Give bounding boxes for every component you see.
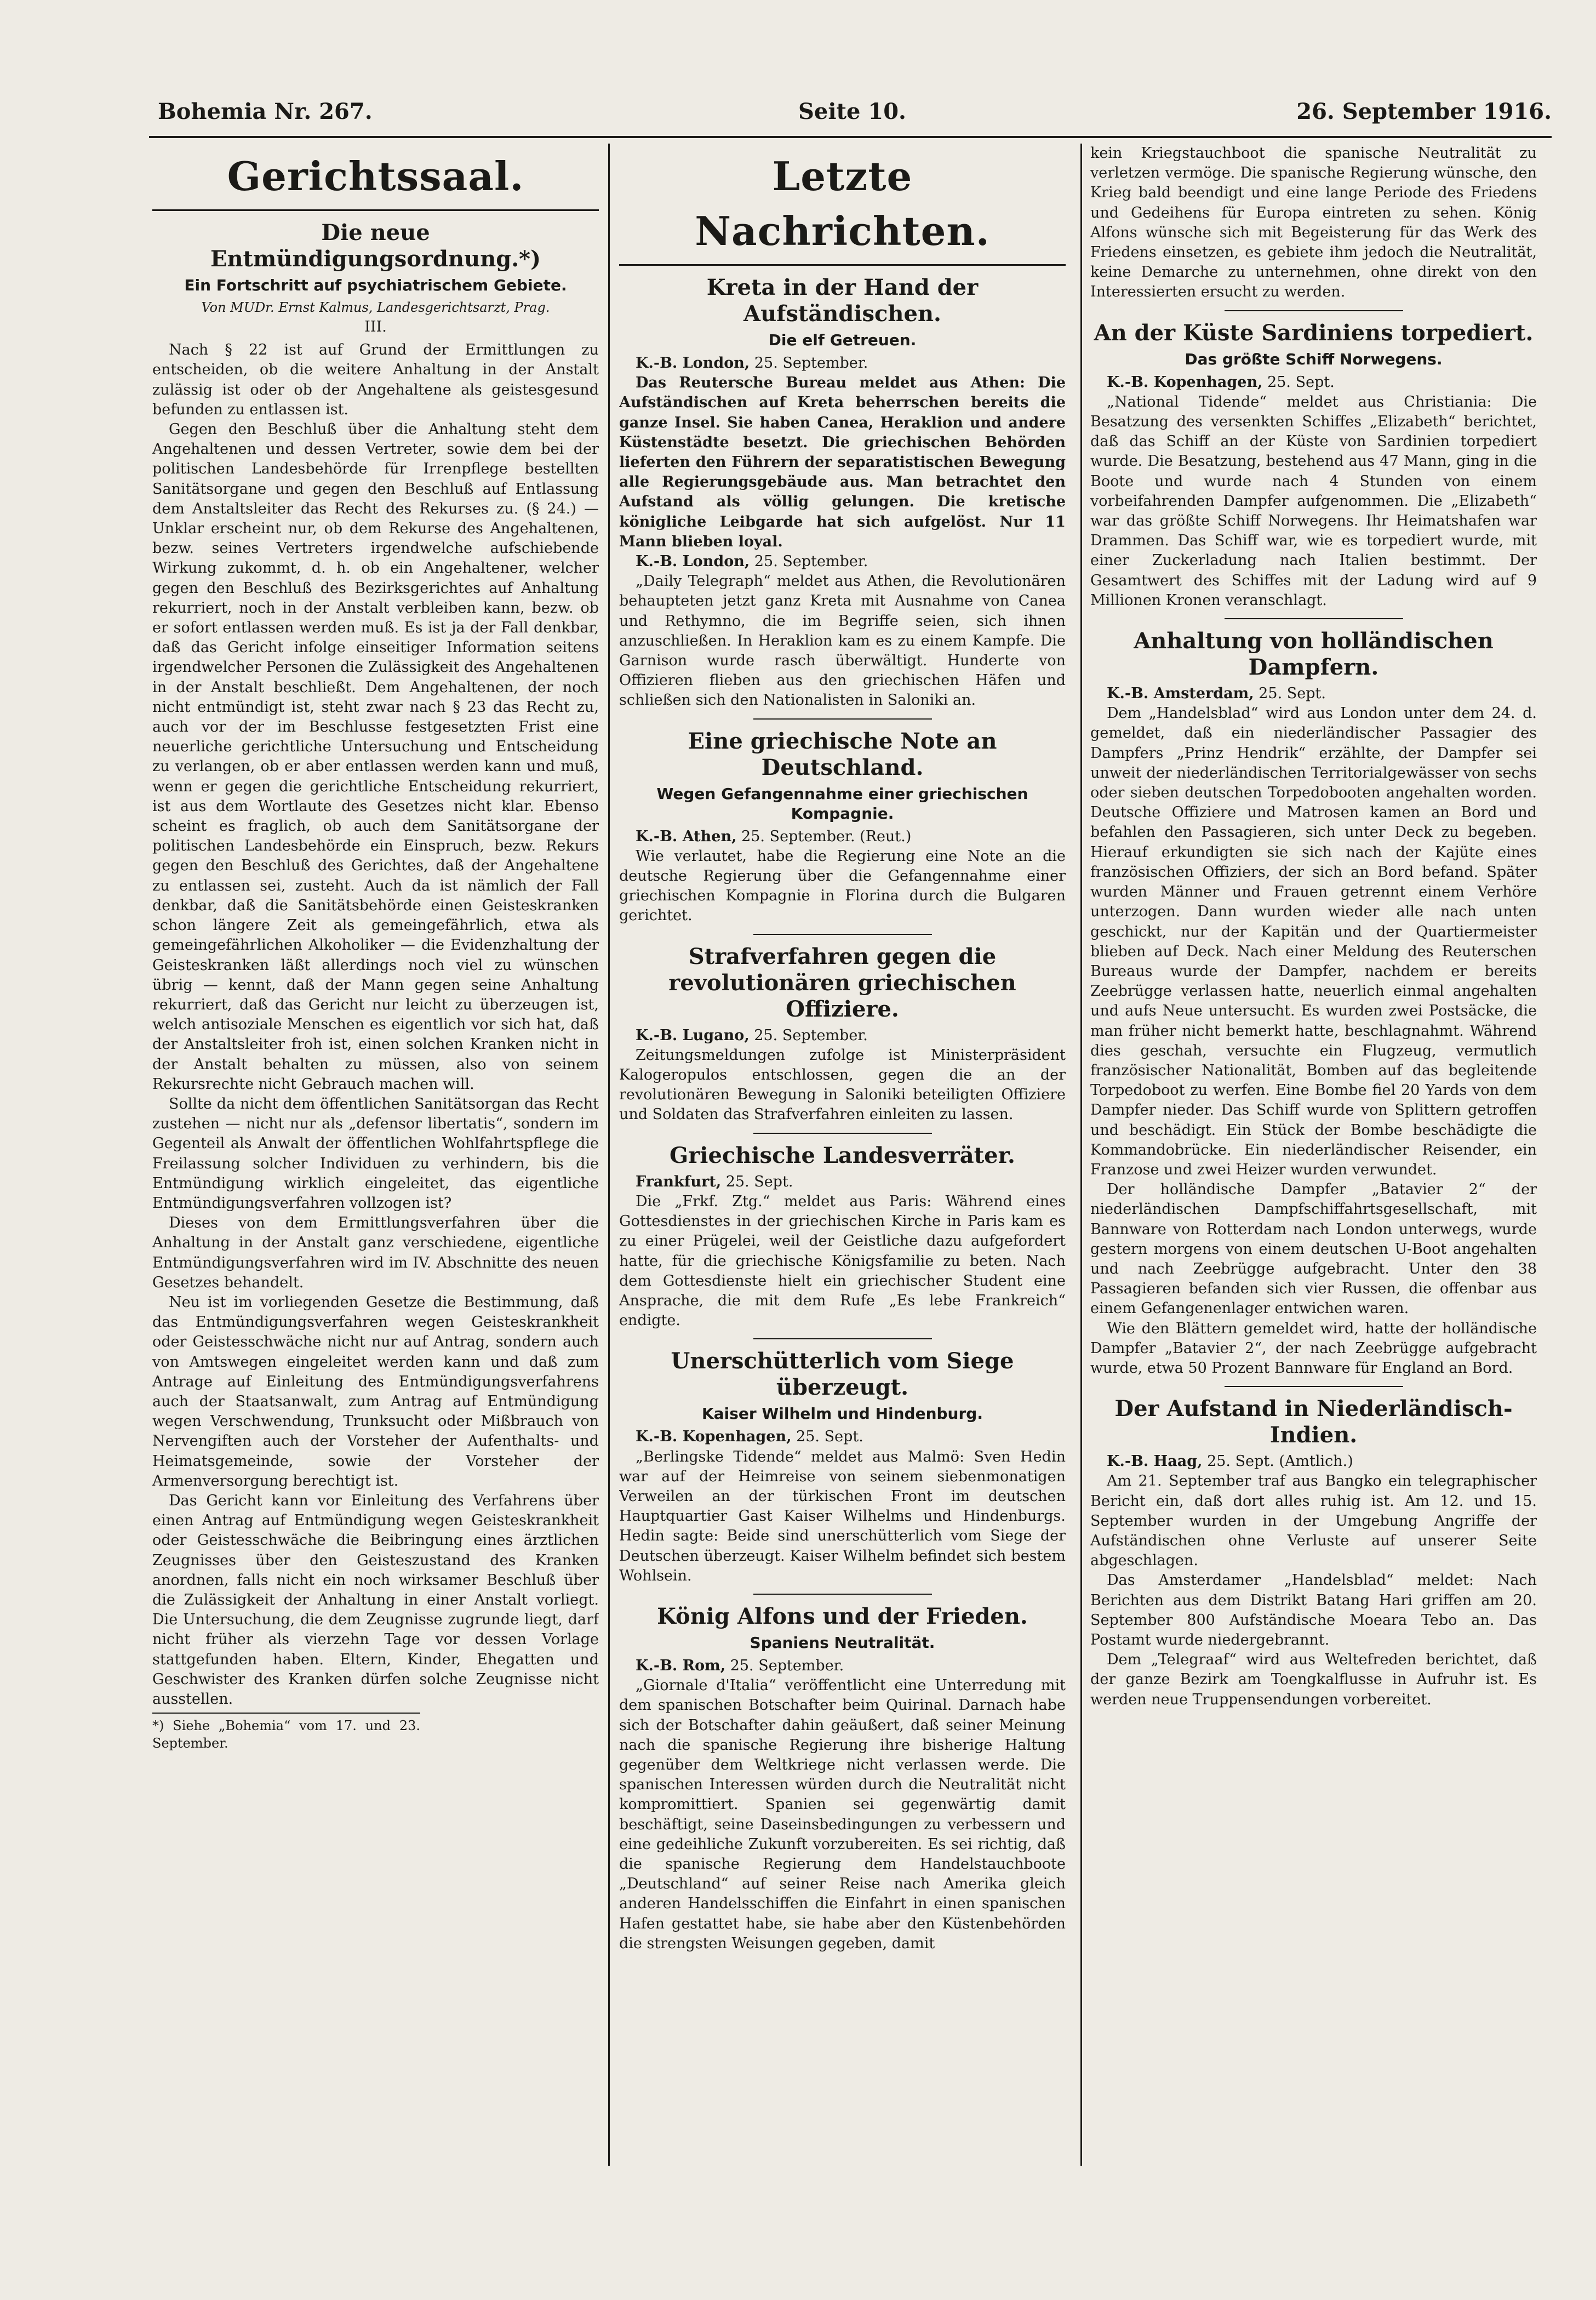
paragraph: Gegen den Beschluß über die Anhaltung steht dem Angehaltenen und dessen Vertreter, sowie dem bei der politischen Landesbehörde für Irrenpflege bestellten Sanitätsorgane und gegen den Beschluß auf Entlassung dem Anstaltsleiter das Recht des Rekurses zu. (§ 24.) — Unklar erscheint nur, ob dem Rekurse des Angehaltenen, bezw. seines Vertreters irgendwelche aufschiebende Wirkung zukommt, d. h. ob ein Angehaltener, welcher gegen den Beschluß des Bezirksgerichtes auf Anhaltung rekurriert, noch in der Anstalt verbleiben kann, bezw. ob er sofort entlassen werden muß. Es ist ja der Fall denkbar, daß das Gericht infolge einseitiger Information seitens irgendwelcher Personen die Zulässigkeit des Angehaltenen in der Anstalt beschließt. Dem Angehaltenen, der noch nicht entmündigt ist, steht zwar nach § 23 das Recht zu, auch vor der im Beschlusse festgesetzten Frist eine neuerliche gerichtliche Untersuchung und Entscheidung zu verlangen, ob er aber entlassen werden kann und muß, wenn er gegen die gerichtliche Entscheidung rekurriert, ist aus dem Wortlaute des Gesetzes nicht klar. Ebenso scheint es fraglich, ob auch dem Sanitätsorgane der politischen Landesbehörde ein Einspruch, bezw. Rekurs gegen den Beschluß des Gerichtes, daß der Angehaltene zu entlassen sei, zusteht. Auch da ist nämlich der Fall denkbar, daß die Sanitätsbehörde einen Geisteskranken schon längere Zeit als gemeingefährlich, etwa als gemeingefährlichen Alkoholiker — die Evidenzhaltung der Geisteskranken läßt allerdings noch viel zu wünschen übrig — kennt, daß der Mann gegen seine Anhaltung rekurriert, daß das Gericht nur leicht zu überzeugen ist, welch antisoziale Menschen es eigentlich vor sich hat, daß der Anstaltsleiter froh ist, einen solchen Kranken nicht in der Anstalt behalten zu müssen, also von seinem Rekursrechte nicht Gebrauch machen will.	[152, 421, 599, 1093]
paragraph: Das Gericht kann vor Einleitung des Verfahrens über einen Antrag auf Entmündigung wegen Geisteskrankheit oder Geistesschwäche die Beibringung eines ärztlichen Zeugnisses über den Geisteszustand des Kranken anordnen, falls nicht ein noch wirksamer Beschluß über die Zulässigkeit der Anhaltung in einer Anstalt vorliegt. Die Untersuchung, die dem Zeugnisse zugrunde liegt, darf nicht früher als vierzehn Tage vor dessen Vorlage stattgefunden haben. Eltern, Kinder, Ehegatten und Geschwister des Kranken dürfen solche Zeugnisse nicht ausstellen.	[152, 1492, 599, 1708]
article-subtitle: Ein Fortschritt auf psychiatrischem Gebiete.	[184, 276, 567, 294]
article-divider	[753, 1594, 932, 1595]
article-divider	[753, 1338, 932, 1339]
paragraph: Der holländische Dampfer „Batavier 2“ der niederländischen Dampfschiffahrtsgesellschaft, mit Bannware von Rotterdam nach London unterwegs, wurde gestern morgens von einem deutschen U-Boot angehalten und nach Zeebrügge aufgebracht. Unter den 38 Passagieren befanden sich vier Russen, die offenbar aus einem Gefangenenlager entwichen waren.	[1090, 1181, 1537, 1317]
dateline	[619, 1427, 1066, 1447]
dateline	[1090, 1452, 1537, 1471]
column-continued-news	[1090, 144, 1537, 2166]
dateline	[619, 552, 1066, 572]
paragraph: Nach § 22 ist auf Grund der Ermittlungen zu entscheiden, ob die weitere Anhaltung in der Anstalt zulässig ist oder ob der Angehaltene als geistesgesund befunden zu entlassen ist.	[152, 341, 599, 418]
paragraph: Sollte da nicht dem öffentlichen Sanitätsorgan das Recht zustehen — nicht nur als „defensor libertatis“, sondern im Gegenteil als Anwalt der öffentlichen Wohlfahrtspflege die Freilassung solcher Individuen zu verhindern, bis die Entmündigung wirklich eingeleitet, das eigentliche Entmündigungsverfahren vollzogen ist?	[152, 1095, 599, 1212]
article-subtitle: Spaniens Neutralität.	[750, 1633, 935, 1652]
paragraph: Die „Frkf. Ztg.“ meldet aus Paris: Während eines Gottesdienstes in der griechischen Kirche in Paris kam es zu einer Prügelei, weil der Geistliche dazu aufgefordert hatte, für die griechische Königsfamilie zu beten. Nach dem Gottesdienste hielt ein griechischer Student eine Ansprache, die mit dem Rufe „Es lebe Frankreich“ endigte.	[619, 1192, 1066, 1329]
article-title: An der Küste Sardiniens torpediert.	[1094, 319, 1534, 346]
paragraph: „Berlingske Tidende“ meldet aus Malmö: Sven Hedin war auf der Heimreise von seinem siebenmonatigen Verweilen an der türkischen Front im deutschen Hauptquartier Gast Kaiser Wilhelms und Hindenburgs. Hedin sagte: Beide sind unerschütterlich vom Siege der Deutschen überzeugt. Kaiser Wilhelm befindet sich bestem Wohlsein.	[619, 1448, 1066, 1584]
paragraph: Wie den Blättern gemeldet wird, hatte der holländische Dampfer „Batavier 2“, der nach Zeebrügge aufgebracht wurde, etwa 50 Prozent Bannware für England an Bord.	[1090, 1320, 1537, 1377]
article-subtitle: Kaiser Wilhelm und Hindenburg.	[702, 1405, 983, 1423]
date: 25. September.	[754, 355, 868, 372]
paragraph: Dieses von dem Ermittlungsverfahren über die Anhaltung in der Anstalt ganz verschiedene, eigentliche Entmündigungsverfahren wird im IV. Abschnitte des neuen Gesetzes behandelt.	[152, 1214, 599, 1291]
dateline	[619, 1026, 1066, 1046]
article-title: Unerschütterlich vom Siege überzeugt.	[671, 1348, 1014, 1401]
paragraph: „Daily Telegraph“ meldet aus Athen, die Revolutionären behaupteten jetzt ganz Kreta mit Ausnahme von Canea und Rethymno, die im Begriffe seien, sich ihnen anzuschließen. In Heraklion kam es zu einem Kampfe. Die Garnison wurde rasch überwältigt. Hunderte von Offizieren flieben aus den griechischen Häfen und schließen sich den Nationalisten in Saloniki an.	[619, 573, 1066, 709]
date: 25. September.	[754, 553, 868, 570]
agency: K.-B. Kopenhagen,	[636, 1428, 792, 1446]
paragraph: Neu ist im vorliegenden Gesetze die Bestimmung, daß das Entmündigungsverfahren wegen Geisteskrankheit oder Geistesschwäche nicht nur auf Antrag, sondern auch von Amtswegen eingeleitet werden kann und daß zum Antrage auf Einleitung des Entmündigungsverfahrens auch der Staatsanwalt, zum Antrag auf Entmündigung wegen Verschwendung, Trunksucht oder Mißbrauch von Nervengiften auch der Vorsteher der Aufenthalts- und Heimatsgemeinde, sowie der Vorsteher der Armenversorgung berechtigt ist.	[152, 1293, 599, 1489]
article-part: III.	[364, 318, 387, 335]
article-subtitle: Das größte Schiff Norwegens.	[1185, 350, 1443, 368]
article-title: Eine griechische Note an Deutschland.	[688, 728, 997, 780]
page-header	[149, 82, 1552, 132]
article-title: Die neue Entmündigungsordnung.*)	[210, 220, 541, 272]
article-subtitle: Die elf Getreuen.	[768, 331, 917, 349]
section-title: Gerichtssaal.	[227, 153, 524, 199]
paragraph: Am 21. September traf aus Bangko ein telegraphischer Bericht ein, daß dort alles ruhig ist. Am 12. und 15. September wurden in der Umgebung Angriffe der Aufständischen ohne Verluste auf unserer Seite abgeschlagen.	[1090, 1473, 1537, 1570]
date: 25. Sept.	[1267, 373, 1335, 391]
dateline	[619, 827, 1066, 847]
agency: K.-B. Kopenhagen,	[1107, 373, 1263, 391]
agency: K.-B. London,	[636, 355, 750, 372]
article-divider	[753, 718, 932, 720]
date: 25. September.	[754, 1026, 868, 1044]
article-divider	[1225, 310, 1403, 311]
column-divider	[608, 144, 610, 2166]
article-title: Der Aufstand in Niederländisch-Indien.	[1114, 1396, 1513, 1448]
date: 25. September. (Reut.)	[741, 827, 912, 845]
article-divider	[1225, 618, 1403, 619]
article-title: Kreta in der Hand der Aufständischen.	[706, 275, 979, 327]
agency: K.-B. Haag,	[1107, 1453, 1203, 1470]
header-rule	[149, 136, 1552, 138]
agency: K.-B. Athen,	[636, 827, 737, 845]
header-date: 26. September 1916.	[1296, 99, 1552, 124]
dateline	[1090, 373, 1537, 392]
date: 25. Sept.	[1259, 685, 1326, 703]
paragraph: Dem „Handelsblad“ wird aus London unter dem 24. d. gemeldet, daß ein niederländischer Passagier des Dampfers „Prinz Hendrik“ erzählte, der Dampfer sei unweit der niederländischen Territorialgewässer von sechs oder sieben deutschen Torpedobooten angehalten worden. Deutsche Offiziere und Matrosen kamen an Bord und befahlen den Passagieren, sich unter Deck zu begeben. Hierauf erkundigten sie sich nach der Kajüte eines französischen Offiziers, der sich an Bord befand. Später wurden Männer und Frauen getrennt einem Verhöre unterzogen. Dann wurden wieder alle nach unten geschickt, nur der Kapitän und der Quartiermeister blieben auf Deck. Nach einer Meldung des Reuterschen Bureaus wurde der Dampfer, nachdem er bereits Zeebrügge verlassen hatte, neuerlich einmal angehalten und aufs Neue untersucht. Es wurden zwei Postsäcke, die man früher nicht bemerkt hatte, beschlagnahmt. Während dies geschah, versuchte ein Flugzeug, vermutlich französischer Nationalität, Bomben auf das begleitende Torpedoboot zu werfen. Eine Bombe fiel 20 Yards von dem Dampfer nieder. Das Schiff wurde von Splittern getroffen und beschädigt. Ein Stück der Bombe beschädigte die Kommandobrücke. Ein niederländischer Reisender, ein Franzose und zwei Heizer wurden verwundet.	[1090, 705, 1537, 1178]
paragraph: „Giornale d'Italia“ veröffentlicht eine Unterredung mit dem spanischen Botschafter beim Quirinal. Darnach habe sich der Botschafter dahin geäußert, daß seiner Meinung nach die spanische Regierung ihre bisherige Haltung gegenüber dem Weltkriege nicht verlassen werde. Die spanischen Interessen würden durch die Neutralität nicht kompromittiert. Spanien sei gegenwärtig damit beschäftigt, seine Daseinsbedingungen zu verbessern und eine gedeihliche Zukunft vorzubereiten. Es sei richtig, daß die spanische Regierung dem Handelstauchboote „Deutschland“ auf seiner Reise nach Amerika gleich anderen Handelsschiffen die Einfahrt in einen spanischen Hafen gestattet habe, sie habe aber den Küstenbehörden die strengsten Weisungen gegeben, damit	[619, 1677, 1066, 1952]
paragraph: Zeitungsmeldungen zufolge ist Ministerpräsident Kalogeropulos entschlossen, gegen die an der revolutionären Bewegung in Saloniki beteiligten Offiziere und Soldaten das Strafverfahren einleiten zu lassen.	[619, 1046, 1066, 1123]
footnote-text: *) Siehe „Bohemia“ vom 17. und 23. September.	[152, 1718, 420, 1751]
dateline	[1090, 684, 1537, 704]
header-issue: Bohemia Nr. 267.	[158, 99, 373, 124]
agency: K.-B. Lugano,	[636, 1026, 750, 1044]
article-title: Anhaltung von holländischen Dampfern.	[1134, 628, 1494, 681]
section-rule	[152, 209, 599, 211]
agency: K.-B. London,	[636, 553, 750, 570]
column-court	[152, 144, 599, 2166]
article-title: Strafverfahren gegen die revolutionären griechischen Offiziere.	[668, 943, 1016, 1022]
paragraph: Dem „Telegraaf“ wird aus Weltefreden berichtet, daß der ganze Bezirk am Toengkalflusse in Aufruhr ist. Es werden neue Truppensendungen vorbereitet.	[1090, 1651, 1537, 1708]
footnote	[152, 1713, 420, 1752]
article-divider	[753, 934, 932, 935]
date: 25. Sept.	[796, 1428, 863, 1446]
agency: K.-B. Rom,	[636, 1657, 726, 1674]
date: 25. Sept.	[725, 1173, 793, 1190]
section-title: Letzte Nachrichten.	[695, 153, 990, 254]
dateline	[619, 1172, 1066, 1192]
header-page-number: Seite 10.	[798, 99, 906, 124]
article-title: Griechische Landesverräter.	[670, 1142, 1015, 1168]
column-divider	[1080, 144, 1082, 2166]
article-byline: Von MUDr. Ernst Kalmus, Landesgerichtsarzt, Prag.	[201, 300, 550, 315]
date: 25. Sept. (Amtlich.)	[1207, 1453, 1353, 1470]
paragraph: „National Tidende“ meldet aus Christiania: Die Besatzung des versenkten Schiffes „Elizabeth“ berichtet, daß das Schiff an der Küste von Sardinien torpediert wurde. Die Besatzung, bestehend aus 47 Mann, ging in die Boote und wurde nach 4 Stunden von einem vorbeifahrenden Dampfer aufgenommen. Die „Elizabeth“ war das größte Schiff Norwegens. Ihr Heimatshafen war Drammen. Das Schiff war, wie es torpediert wurde, mit einer Zuckerladung nach Italien bestimmt. Der Gesamtwert des Schiffes mit der Ladung wird auf 9 Millionen Kronen veranschlagt.	[1090, 393, 1537, 609]
article-subtitle: Wegen Gefangennahme einer griechischen Kompagnie.	[656, 784, 1028, 823]
column-latest-news	[619, 144, 1066, 2166]
dateline	[619, 353, 1066, 373]
paragraph: Das Reutersche Bureau meldet aus Athen: Die Aufständischen auf Kreta beherrschen bereits die ganze Insel. Sie haben Canea, Heraklion und andere Küstenstädte besetzt. Die griechischen Behörden lieferten den Führern der separatistischen Bewegung alle Regierungsgebäude aus. Man betrachtet den Aufstand als völlig gelungen. Die kretische königliche Leibgarde hat sich aufgelöst. Nur 11 Mann blieben loyal.	[619, 374, 1066, 550]
agency: K.-B. Amsterdam,	[1107, 685, 1254, 703]
paragraph: Wie verlautet, habe die Regierung eine Note an die deutsche Regierung über die Gefangennahme einer griechischen Kompagnie in Florina durch die Bulgaren gerichtet.	[619, 847, 1066, 924]
paragraph-continued: kein Kriegstauchboot die spanische Neutralität zu verletzen vermöge. Die spanische Regierung wünsche, den Krieg bald beendigt und eine lange Periode des Friedens und Gedeihens für Europa eintreten zu sehen. König Alfons wünsche sich mit Begeisterung für das Werk des Friedens einsetzen, es gebiete ihm jedoch die Neutralität, keine Demarche zu unternehmen, ohne direkt von den Interessierten ersucht zu werden.	[1090, 145, 1537, 301]
article-title: König Alfons und der Frieden.	[657, 1603, 1028, 1629]
paragraph: Das Amsterdamer „Handelsblad“ meldet: Nach Berichten aus dem Distrikt Batang Hari griffen am 20. September 800 Aufständische Moeara Tebo an. Das Postamt wurde niedergebrannt.	[1090, 1572, 1537, 1648]
article-divider	[1225, 1386, 1403, 1387]
article-divider	[753, 1133, 932, 1134]
dateline	[619, 1656, 1066, 1676]
agency: Frankfurt,	[636, 1173, 722, 1190]
date: 25. September.	[730, 1657, 844, 1674]
section-rule	[619, 264, 1066, 266]
